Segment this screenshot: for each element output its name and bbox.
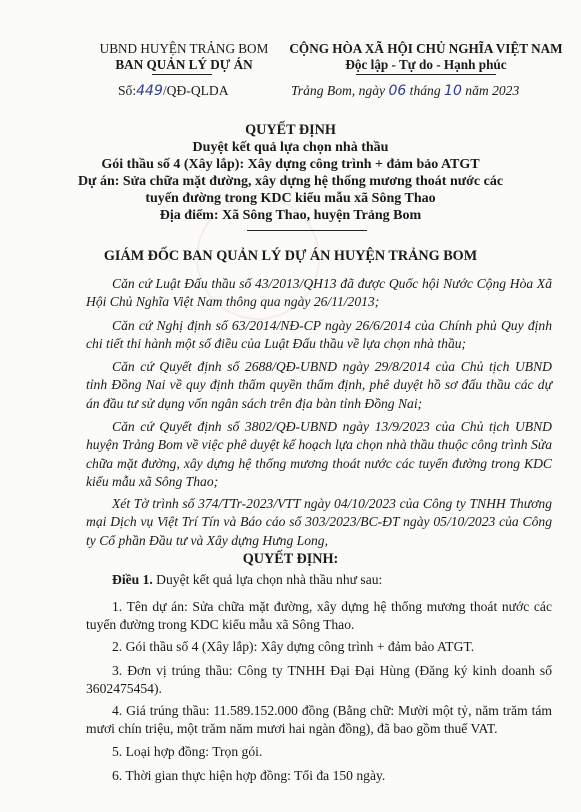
legal-basis-2: Căn cứ Nghị định số 63/2014/NĐ-CP ngày 26/6/2014 của Chính phủ Quy định chi tiết thi hành một số điều của Luật Đấu thầu về lựa chọn nhà thầu;: [86, 318, 552, 352]
country-name: CỘNG HÒA XÃ HỘI CHỦ NGHĨA VIỆT NAM: [289, 41, 563, 56]
review-basis: Xét Tờ trình số 374/TTr-2023/VTT ngày 04/10/2023 của Công ty TNHH Thương mại Dịch vụ Việt Trí Tín và Báo cáo số 303/2023/BC-ĐT ngày 05/10/2023 của Công ty Cổ phần Đầu tư và Xây dựng Hưng Long,: [86, 496, 552, 548]
handwritten-number: 449: [136, 83, 163, 99]
legal-basis-1: Căn cứ Luật Đấu thầu số 43/2013/QH13 đã được Quốc hội Nước Cộng Hòa Xã Hội Chủ Nghĩa Việt Nam thông qua ngày 26/11/2013;: [86, 276, 552, 310]
legal-basis-3: Căn cứ Quyết định số 2688/QĐ-UBND ngày 29/8/2014 của Chủ tịch UBND tỉnh Đồng Nai về quy định thẩm quyền thẩm định, phê duyệt hồ sơ đấu thầu các dự án đầu tư sử dụng vốn ngân sách trên địa bàn tỉnh Đồng Nai;: [86, 359, 552, 411]
number-prefix: Số:: [118, 83, 137, 98]
item-package: 2. Gói thầu số 4 (Xây lắp): Xây dựng công trình + đảm bảo ATGT.: [112, 639, 475, 654]
national-motto: Độc lập - Tự do - Hạnh phúc: [345, 57, 507, 72]
document-date: [291, 83, 519, 99]
article-1: [112, 572, 382, 588]
document-number: [118, 83, 229, 99]
item-contract-type: 5. Loại hợp đồng: Trọn gói.: [112, 744, 263, 759]
issuing-authority: GIÁM ĐỐC BAN QUẢN LÝ DỰ ÁN HUYỆN TRẢNG BOM: [103, 248, 478, 264]
title-line-3: Dự án: Sửa chữa mặt đường, xây dựng hệ thống mương thoát nước các: [77, 174, 504, 189]
agency-name: UBND HUYỆN TRẢNG BOM: [99, 41, 269, 56]
item-contract-duration: 6. Thời gian thực hiện hợp đồng: Tối đa 150 ngày.: [112, 768, 386, 783]
decision-title: QUYẾT ĐỊNH: [245, 122, 336, 138]
date-mid: tháng: [409, 83, 441, 98]
item-project-name: 1. Tên dự án: Sửa chữa mặt đường, xây dựng hệ thống mương thoát nước các tuyến đường trong KDC kiểu mẫu xã Sông Thao.: [86, 599, 552, 633]
legal-basis-4: Căn cứ Quyết định số 3802/QĐ-UBND ngày 13/9/2023 của Chủ tịch UBND huyện Trảng Bom về việc phê duyệt kế hoạch lựa chọn nhà thầu thuộc công trình Sửa chữa mặt đường, xây dựng hệ thống mương thoát nước các tuyến đường trong KDC kiểu mẫu xã Sông Thao;: [86, 419, 552, 490]
title-underline: [247, 230, 367, 231]
handwritten-month: 10: [444, 83, 462, 99]
article-1-label: Điều 1.: [112, 572, 153, 587]
item-winning-price: 4. Giá trúng thầu: 11.589.152.000 đồng (Bằng chữ: Mười một tỷ, năm trăm tám mươi chín triệu, một trăm năm mươi hai ngàn đồng), đã bao gồm thuế VAT.: [86, 703, 552, 737]
article-1-text: Duyệt kết quả lựa chọn nhà thầu như sau:: [152, 572, 383, 587]
title-line-1: Duyệt kết quả lựa chọn nhà thầu: [192, 140, 389, 155]
date-suffix: năm 2023: [465, 83, 520, 98]
date-prefix: Trảng Bom, ngày: [291, 83, 386, 98]
right-header-underline: [356, 74, 496, 75]
title-line-2: Gói thầu số 4 (Xây lắp): Xây dựng công trình + đảm bảo ATGT: [101, 157, 480, 172]
decision-heading: QUYẾT ĐỊNH:: [242, 551, 339, 567]
title-line-5: Địa điểm: Xã Sông Thao, huyện Trảng Bom: [159, 208, 422, 223]
title-line-4: tuyến đường trong KDC kiểu mẫu xã Sông Thao: [145, 191, 436, 206]
board-name: BAN QUẢN LÝ DỰ ÁN: [115, 57, 253, 72]
item-winning-contractor: 3. Đơn vị trúng thầu: Công ty TNHH Đại Đại Hùng (Đăng ký kinh doanh số 3602475454).: [86, 663, 552, 697]
left-header-underline: [152, 74, 212, 75]
number-suffix: /QĐ-QLDA: [162, 83, 229, 98]
handwritten-day: 06: [388, 83, 407, 99]
